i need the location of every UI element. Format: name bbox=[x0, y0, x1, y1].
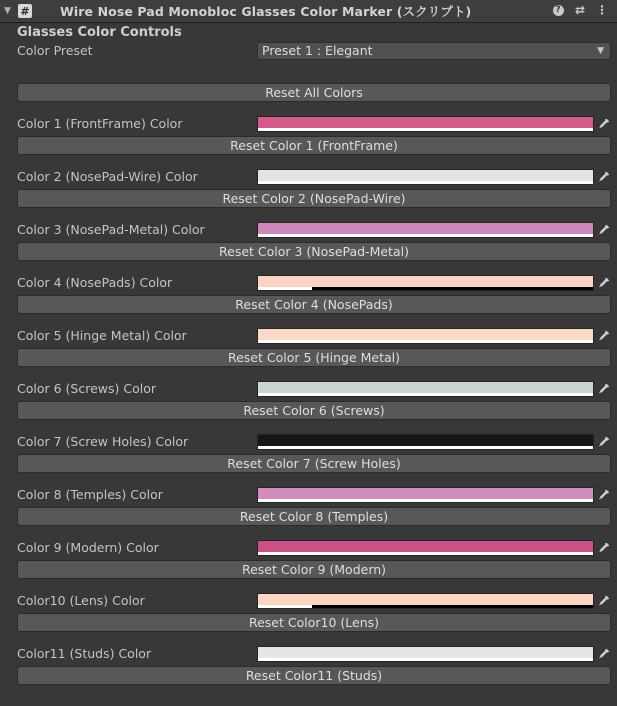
reset-color-button[interactable]: Reset Color11 (Studs) bbox=[17, 666, 611, 685]
eyedropper-icon[interactable] bbox=[597, 594, 611, 608]
reset-color-button[interactable]: Reset Color 7 (Screw Holes) bbox=[17, 454, 611, 473]
color-field-label: Color 8 (Temples) Color bbox=[17, 487, 163, 502]
color-preset-dropdown[interactable] bbox=[257, 42, 611, 60]
color-field-label: Color 1 (FrontFrame) Color bbox=[17, 116, 183, 131]
reset-color-button[interactable]: Reset Color 4 (NosePads) bbox=[17, 295, 611, 314]
alpha-bar bbox=[258, 446, 593, 449]
color-swatch-field[interactable] bbox=[257, 646, 594, 662]
color-swatch-field[interactable] bbox=[257, 275, 594, 291]
eyedropper-icon[interactable] bbox=[597, 541, 611, 555]
color-swatch-field[interactable] bbox=[257, 487, 594, 503]
color-swatch-field[interactable] bbox=[257, 116, 594, 132]
color-field-label: Color11 (Studs) Color bbox=[17, 646, 152, 661]
alpha-bar bbox=[258, 181, 593, 184]
alpha-bar bbox=[258, 234, 593, 237]
reset-color-button[interactable]: Reset Color10 (Lens) bbox=[17, 613, 611, 632]
reset-color-button[interactable]: Reset Color 5 (Hinge Metal) bbox=[17, 348, 611, 367]
color-preset-value: Preset 1 : Elegant bbox=[262, 43, 373, 58]
eyedropper-icon[interactable] bbox=[597, 223, 611, 237]
eyedropper-icon[interactable] bbox=[597, 647, 611, 661]
eyedropper-icon[interactable] bbox=[597, 488, 611, 502]
color-field-label: Color 4 (NosePads) Color bbox=[17, 275, 173, 290]
header-actions bbox=[551, 3, 609, 17]
alpha-bar-transparent bbox=[312, 287, 593, 290]
alpha-bar bbox=[258, 658, 593, 661]
script-icon[interactable]: # bbox=[18, 4, 32, 18]
eyedropper-icon[interactable] bbox=[597, 117, 611, 131]
presets-icon[interactable]: ⇄ bbox=[574, 3, 586, 17]
alpha-bar-transparent bbox=[312, 605, 593, 608]
color-field-label: Color 3 (NosePad-Metal) Color bbox=[17, 222, 205, 237]
color-preset-label: Color Preset bbox=[17, 43, 93, 58]
color-field-label: Color 7 (Screw Holes) Color bbox=[17, 434, 189, 449]
color-swatch-field[interactable] bbox=[257, 169, 594, 185]
eyedropper-icon[interactable] bbox=[597, 276, 611, 290]
help-icon: ? bbox=[553, 5, 564, 16]
eyedropper-icon[interactable] bbox=[597, 435, 611, 449]
reset-color-button[interactable]: Reset Color 8 (Temples) bbox=[17, 507, 611, 526]
chevron-down-icon: ▼ bbox=[597, 46, 604, 56]
help-button[interactable] bbox=[551, 3, 565, 17]
color-swatch-field[interactable] bbox=[257, 381, 594, 397]
section-title: Glasses Color Controls bbox=[17, 25, 182, 40]
reset-color-button[interactable]: Reset Color 3 (NosePad-Metal) bbox=[17, 242, 611, 261]
color-field-label: Color 5 (Hinge Metal) Color bbox=[17, 328, 187, 343]
alpha-bar bbox=[258, 287, 593, 290]
inspector-component-header bbox=[0, 0, 617, 23]
component-title: Wire Nose Pad Monobloc Glasses Color Marker (スクリプト) bbox=[60, 4, 472, 19]
kebab-menu-icon[interactable]: ⋮ bbox=[596, 3, 608, 17]
eyedropper-icon[interactable] bbox=[597, 170, 611, 184]
triangle-down-icon[interactable]: ▼ bbox=[4, 6, 11, 16]
color-field-label: Color 2 (NosePad-Wire) Color bbox=[17, 169, 198, 184]
alpha-bar bbox=[258, 499, 593, 502]
eyedropper-icon[interactable] bbox=[597, 329, 611, 343]
reset-color-button[interactable]: Reset Color 6 (Screws) bbox=[17, 401, 611, 420]
color-swatch-field[interactable] bbox=[257, 328, 594, 344]
color-swatch-field[interactable] bbox=[257, 434, 594, 450]
alpha-bar bbox=[258, 393, 593, 396]
color-swatch-field[interactable] bbox=[257, 593, 594, 609]
color-field-label: Color 9 (Modern) Color bbox=[17, 540, 159, 555]
alpha-bar bbox=[258, 340, 593, 343]
alpha-bar bbox=[258, 605, 593, 608]
alpha-bar bbox=[258, 128, 593, 131]
reset-color-button[interactable]: Reset Color 1 (FrontFrame) bbox=[17, 136, 611, 155]
reset-all-colors-button[interactable]: Reset All Colors bbox=[17, 83, 611, 102]
alpha-bar bbox=[258, 552, 593, 555]
reset-color-button[interactable]: Reset Color 9 (Modern) bbox=[17, 560, 611, 579]
reset-color-button[interactable]: Reset Color 2 (NosePad-Wire) bbox=[17, 189, 611, 208]
color-swatch-field[interactable] bbox=[257, 540, 594, 556]
color-field-label: Color 6 (Screws) Color bbox=[17, 381, 156, 396]
color-field-label: Color10 (Lens) Color bbox=[17, 593, 145, 608]
color-swatch-field[interactable] bbox=[257, 222, 594, 238]
eyedropper-icon[interactable] bbox=[597, 382, 611, 396]
